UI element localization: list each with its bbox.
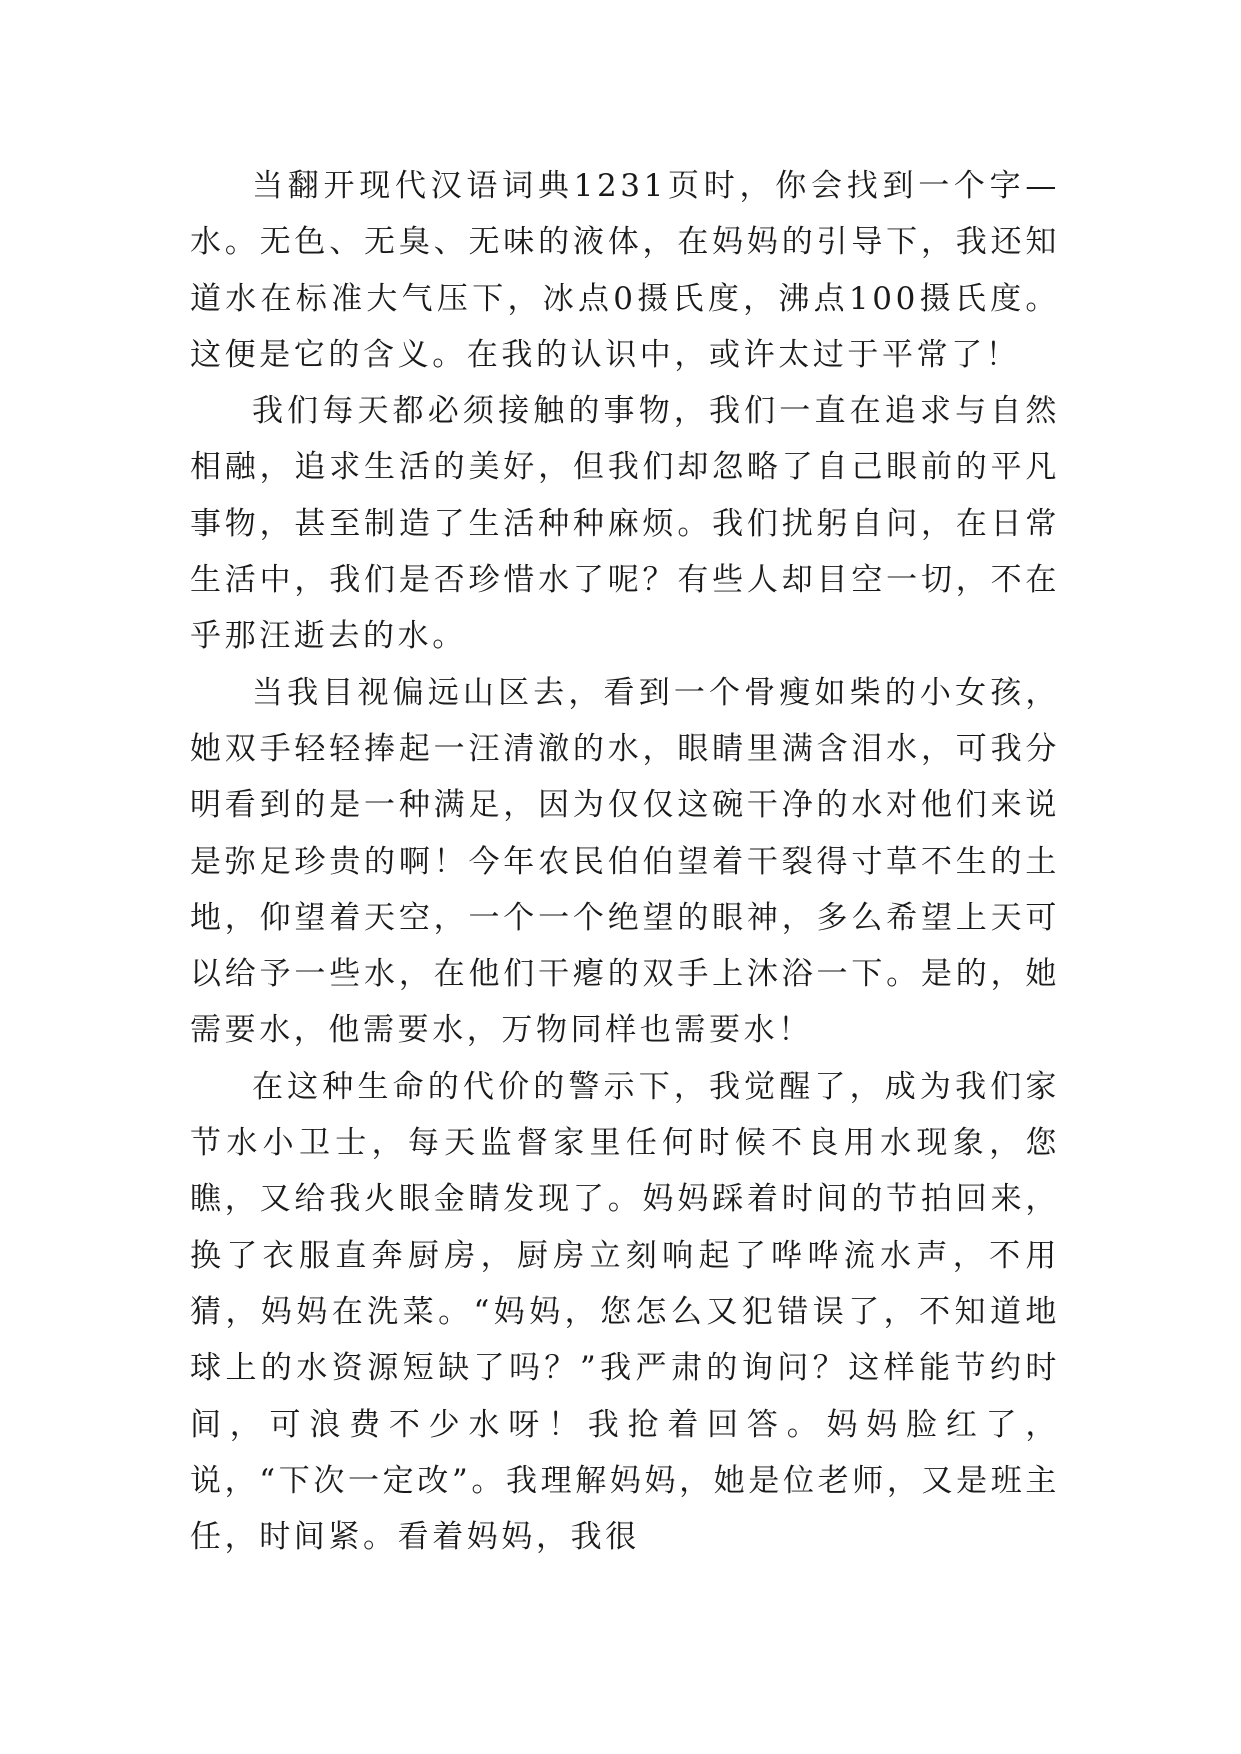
paragraph-2: 我们每天都必须接触的事物，我们一直在追求与自然相融，追求生活的美好，但我们却忽略了自己眼前的平凡事物，甚至制造了生活种种麻烦。我们扰躬自问，在日常生活中，我们是否珍惜水了呢？有些人却目空一切，不在乎那汪逝去的水。 xyxy=(190,393,1060,655)
paragraph-3: 当我目视偏远山区去，看到一个骨瘦如柴的小女孩，她双手轻轻捧起一汪清澈的水，眼睛里满含泪水，可我分明看到的是一种满足，因为仅仅这碗干净的水对他们来说是弥足珍贵的啊！今年农民伯伯望着干裂得寸草不生的土地，仰望着天空，一个一个绝望的眼神，多么希望上天可以给予一些水，在他们干瘪的双手上沐浴一下。是的，她需要水，他需要水，万物同样也需要水！ xyxy=(190,674,1060,1049)
document-body xyxy=(190,158,1060,1565)
paragraph-4: 在这种生命的代价的警示下，我觉醒了，成为我们家节水小卫士，每天监督家里任何时候不良用水现象，您瞧，又给我火眼金睛发现了。妈妈踩着时间的节拍回来，换了衣服直奔厨房，厨房立刻响起了哗哗流水声，不用猜，妈妈在洗菜。“妈妈，您怎么又犯错误了，不知道地球上的水资源短缺了吗？”我严肃的询问？这样能节约时间，可浪费不少水呀！我抢着回答。妈妈脸红了，说，“下次一定改”。我理解妈妈，她是位老师，又是班主任，时间紧。看着妈妈，我很 xyxy=(190,1068,1060,1556)
paragraph-1: 当翻开现代汉语词典1231页时，你会找到一个字—水。无色、无臭、无味的液体，在妈妈的引导下，我还知道水在标准大气压下，冰点0摄氏度，沸点100摄氏度。这便是它的含义。在我的认识中，或许太过于平常了！ xyxy=(190,168,1060,373)
